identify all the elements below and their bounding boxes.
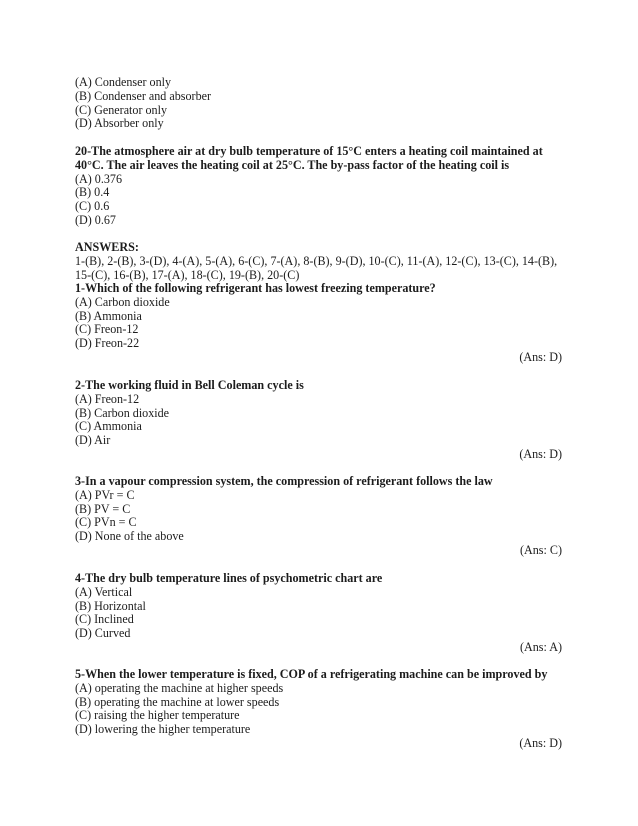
- answer-label: (Ans: A): [520, 639, 562, 654]
- option-a: (A) PVr = C: [75, 487, 135, 502]
- option-a: (A) 0.376: [75, 171, 123, 186]
- option-c: (C) Ammonia: [75, 419, 142, 434]
- answers-section: [75, 241, 565, 282]
- question-text: 5-When the lower temperature is fixed, COP of a refrigerating machine can be improved by: [75, 667, 548, 681]
- option-d: (D) Freon-22: [75, 336, 140, 351]
- answer-label: (Ans: D): [519, 349, 562, 364]
- option-b: (B) Carbon dioxide: [75, 405, 170, 420]
- question-5: [75, 668, 565, 751]
- option-c: (C) 0.6: [75, 199, 110, 214]
- answers-line-1: 1-(B), 2-(B), 3-(D), 4-(A), 5-(A), 6-(C), 7-(A), 8-(B), 9-(D), 10-(C), 11-(A), 12-(C), 13-(C), 14-(B),: [75, 253, 558, 268]
- option-d: (D) Absorber only: [75, 116, 164, 131]
- option-b: (B) Horizontal: [75, 598, 146, 613]
- option-c: (C) PVn = C: [75, 515, 137, 530]
- option-a: (A) operating the machine at higher speeds: [75, 680, 284, 695]
- question-3: [75, 475, 565, 558]
- question-text: 1-Which of the following refrigerant has lowest freezing temperature?: [75, 281, 436, 295]
- option-b: (B) Condenser and absorber: [75, 88, 212, 103]
- question-20-text-line-1: 20-The atmosphere air at dry bulb temperature of 15°C enters a heating coil maintained at: [75, 144, 543, 158]
- option-a: (A) Carbon dioxide: [75, 294, 170, 309]
- question-text: 3-In a vapour compression system, the compression of refrigerant follows the law: [75, 474, 493, 488]
- question-20-text-line-2: 40°C. The air leaves the heating coil at 25°C. The by-pass factor of the heating coil is: [75, 157, 510, 172]
- option-b: (B) operating the machine at lower speeds: [75, 694, 280, 709]
- question-20: [75, 145, 565, 228]
- option-c: (C) Freon-12: [75, 322, 139, 337]
- option-d: (D) Curved: [75, 626, 131, 641]
- question-4: [75, 572, 565, 655]
- answer-label: (Ans: D): [519, 446, 562, 461]
- answers-line-2: 15-(C), 16-(B), 17-(A), 18-(C), 19-(B), 20-(C): [75, 267, 300, 282]
- answers-heading: ANSWERS:: [75, 240, 139, 254]
- option-c: (C) raising the higher temperature: [75, 708, 240, 723]
- option-a: (A) Freon-12: [75, 391, 140, 406]
- question-1: [75, 282, 565, 365]
- previous-question-options: [75, 76, 565, 131]
- question-text: 4-The dry bulb temperature lines of psychometric chart are: [75, 571, 383, 585]
- question-2: [75, 379, 565, 462]
- option-b: (B) PV = C: [75, 501, 131, 516]
- option-b: (B) Ammonia: [75, 308, 142, 323]
- option-a: (A) Vertical: [75, 584, 133, 599]
- option-d: (D) 0.67: [75, 212, 116, 227]
- option-d: (D) lowering the higher temperature: [75, 722, 251, 737]
- option-d: (D) Air: [75, 433, 111, 448]
- option-d: (D) None of the above: [75, 529, 184, 544]
- option-c: (C) Inclined: [75, 612, 134, 627]
- answer-label: (Ans: C): [520, 542, 562, 557]
- question-text: 2-The working fluid in Bell Coleman cycle is: [75, 378, 304, 392]
- answer-label: (Ans: D): [519, 735, 562, 750]
- option-a: (A) Condenser only: [75, 75, 172, 89]
- option-b: (B) 0.4: [75, 185, 110, 200]
- option-c: (C) Generator only: [75, 102, 168, 117]
